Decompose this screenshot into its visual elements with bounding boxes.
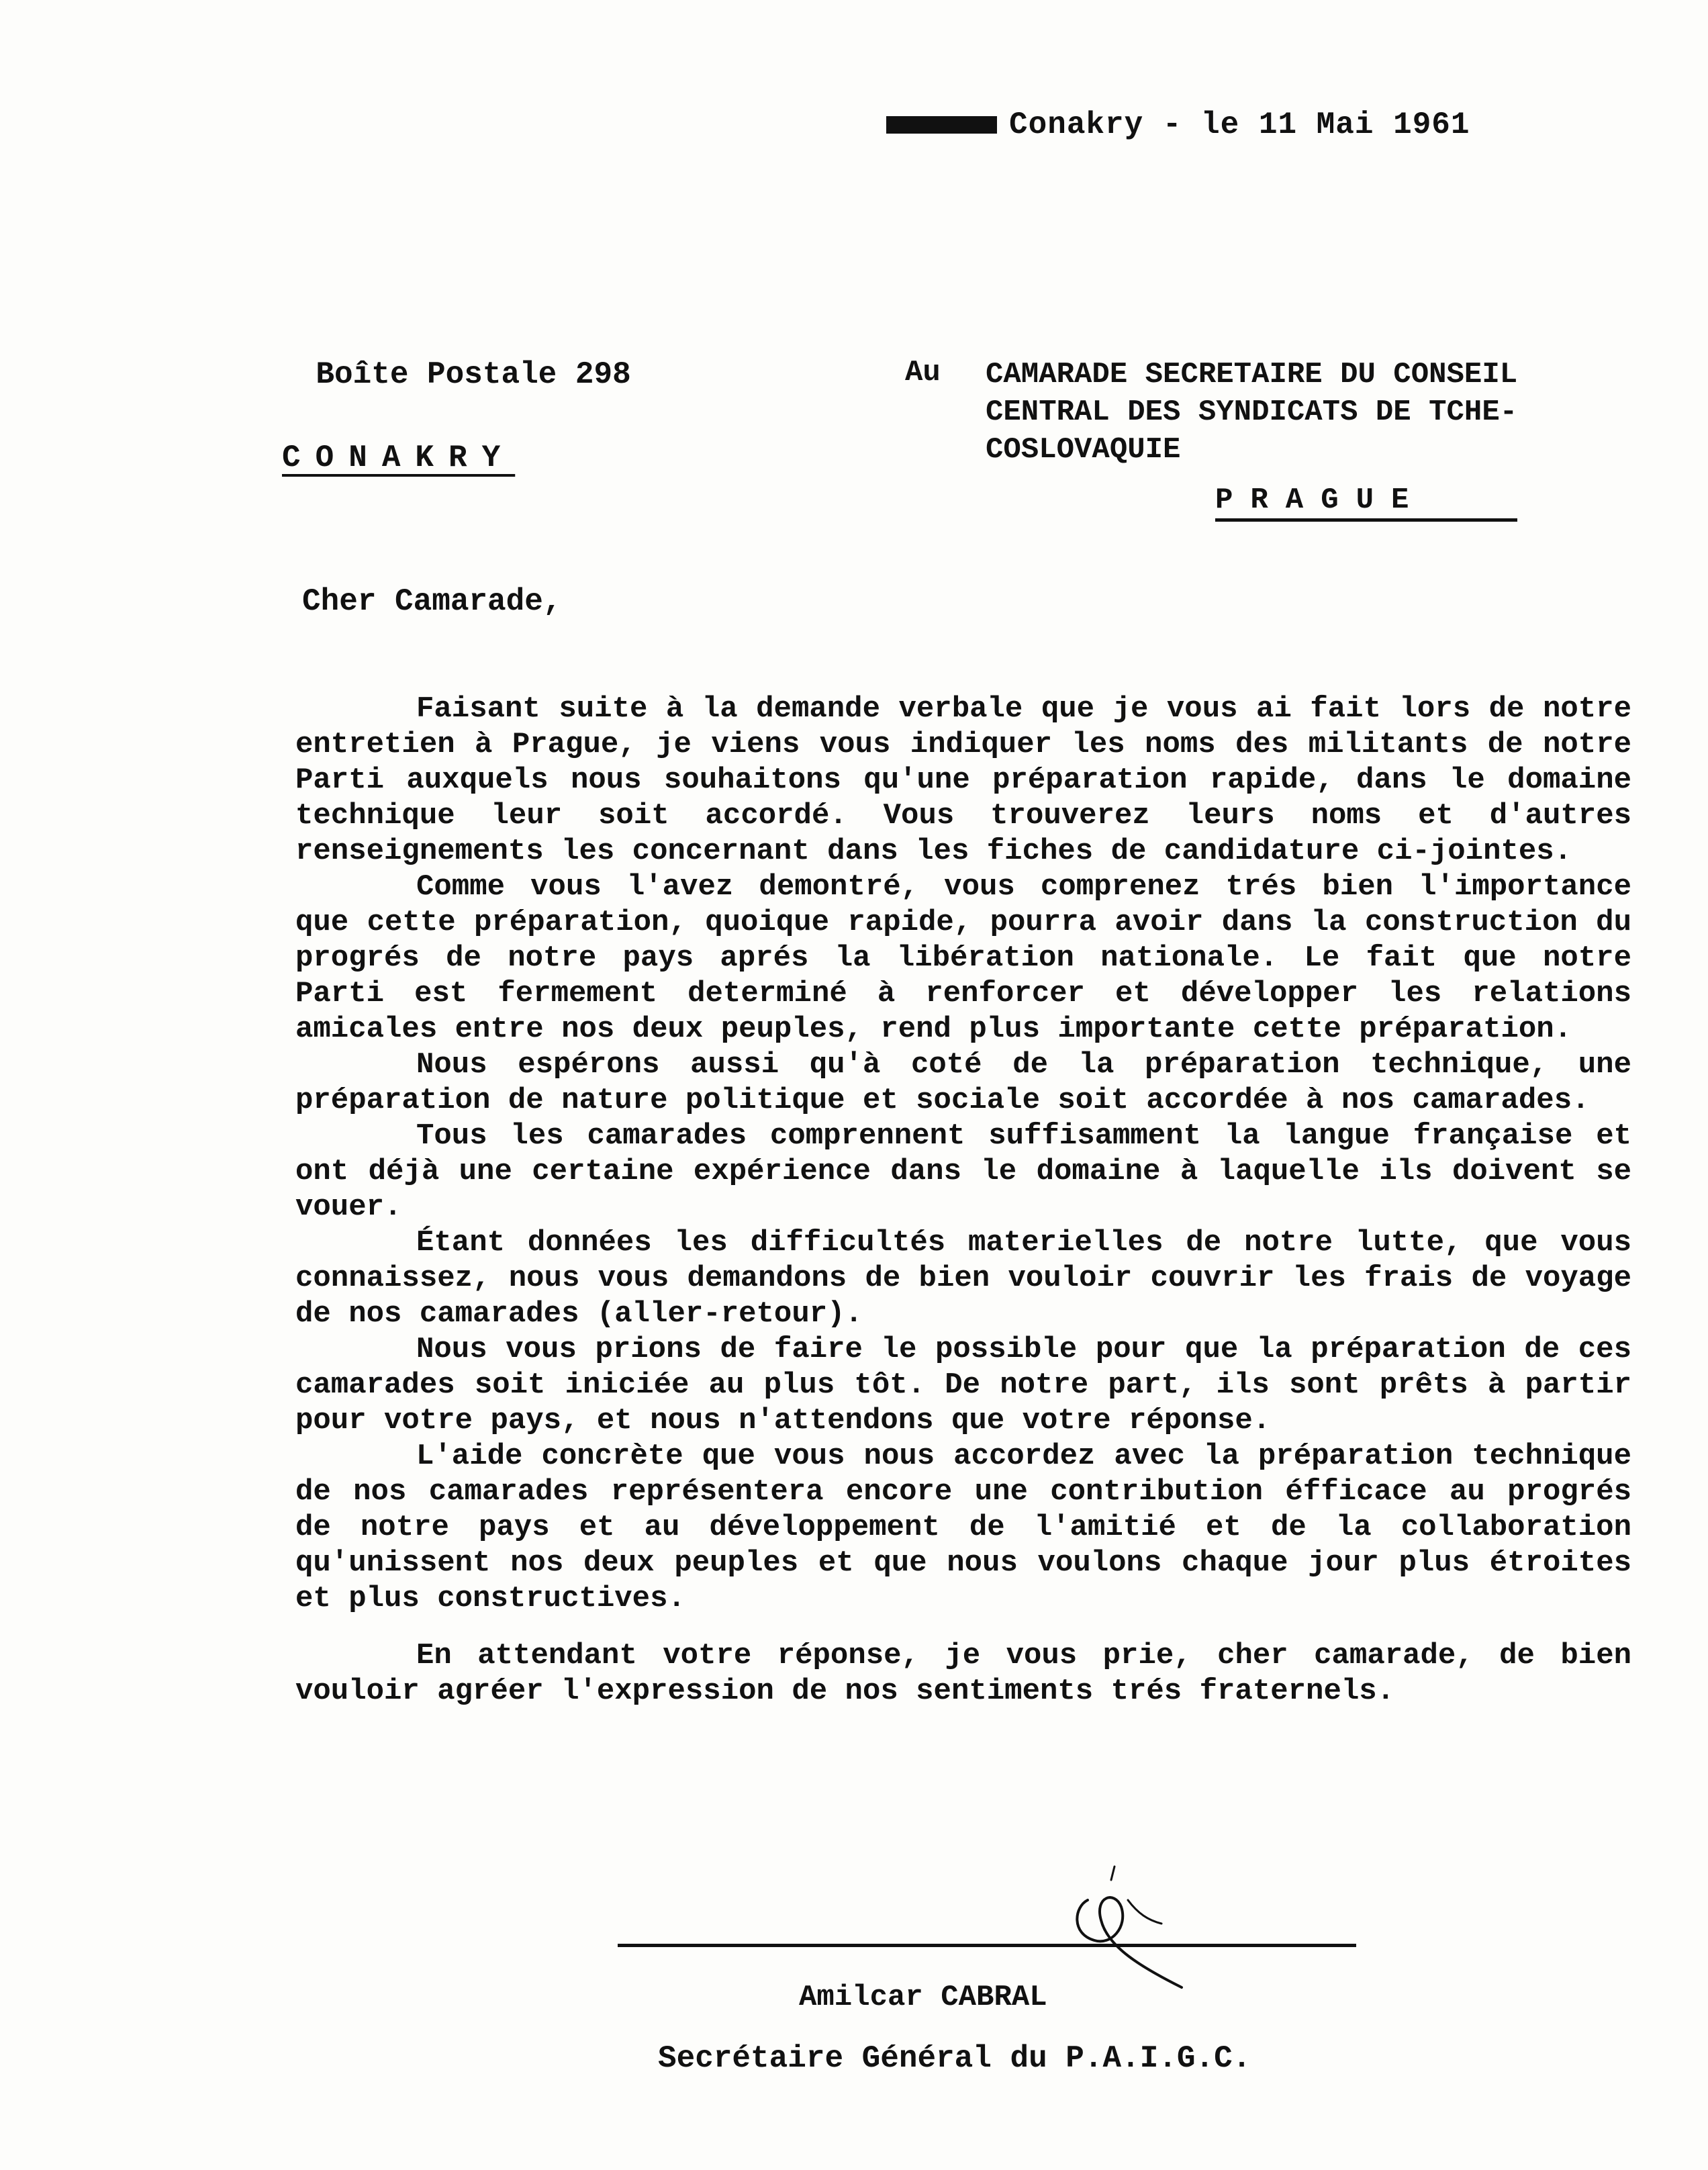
letter-body [295,692,1631,1709]
handwritten-signature [1047,1860,1195,1994]
closing-paragraph: En attendant votre réponse, je vous prie, cher camarade, de bien vouloir agréer l'expression de nos sentiments trés fraternels. [295,1639,1631,1708]
sender-city: CONAKRY [282,440,516,475]
body-paragraph: Tous les camarades comprennent suffisamment la langue française et ont déjà une certaine expérience dans le domaine à laquelle ils doivent se vouer. [295,1119,1631,1224]
salutation: Cher Camarade, [302,584,562,619]
body-paragraph: L'aide concrète que vous nous accordez avec la préparation technique de nos camarades représentera encore une contribution éfficace au progrés de notre pays et au développement de l'amitié et de la collaboration qu'unissent nos deux peuples et que nous voulons chaque jour plus étroites et plus constructives. [295,1440,1631,1615]
signer-name: Amilcar CABRAL [799,1981,1047,2014]
recipient-line: COSLOVAQUIE [986,433,1181,467]
signature-line [618,1944,1356,1947]
body-paragraph: Nous espérons aussi qu'à coté de la préparation technique, une préparation de nature politique et sociale soit accordée à nos camarades. [295,1048,1631,1117]
date-text: Conakry - le 11 Mai 1961 [1009,107,1470,142]
body-paragraph: Comme vous l'avez demontré, vous comprenez trés bien l'importance que cette préparation, quoique rapide, pourra avoir dans la construction du progrés de notre pays aprés la libération nationale. Le fait que notre Parti est fermement determiné à renforcer et développer les relations amicales entre nos deux peuples, rend plus importante cette préparation. [295,870,1631,1046]
recipient-city-underline [1215,518,1517,522]
recipient-city: PRAGUE [1215,483,1427,517]
date-line [886,107,1470,142]
sender-box: Boîte Postale 298 [316,357,631,392]
recipient-address [986,356,1517,469]
body-paragraph: Étant données les difficultés materielles de notre lutte, que vous connaissez, nous vous demandons de bien vouloir couvrir les frais de voyage de nos camarades (aller-retour). [295,1226,1631,1331]
recipient-line: CENTRAL DES SYNDICATS DE TCHE- [986,395,1518,429]
signer-title: Secrétaire Général du P.A.I.G.C. [658,2041,1251,2076]
recipient-prefix: Au [905,356,941,389]
body-paragraph: Nous vous prions de faire le possible pour que la préparation de ces camarades soit iniciée au plus tôt. De notre part, ils sont prêts à partir pour votre pays, et nous n'attendons que votre réponse. [295,1333,1631,1437]
recipient-line: CAMARADE SECRETAIRE DU CONSEIL [986,358,1518,391]
sender-address [242,322,631,545]
body-paragraph: Faisant suite à la demande verbale que je vous ai fait lors de notre entretien à Prague, je viens vous indiquer les noms des militants de notre Parti auxquels nous souhaitons qu'une préparation rapide, dans le domaine technique leur soit accordé. Vous trouverez leurs noms et d'autres renseignements les concernant dans les fiches de candidature ci-jointes. [295,692,1631,868]
redaction-mark [886,116,997,134]
